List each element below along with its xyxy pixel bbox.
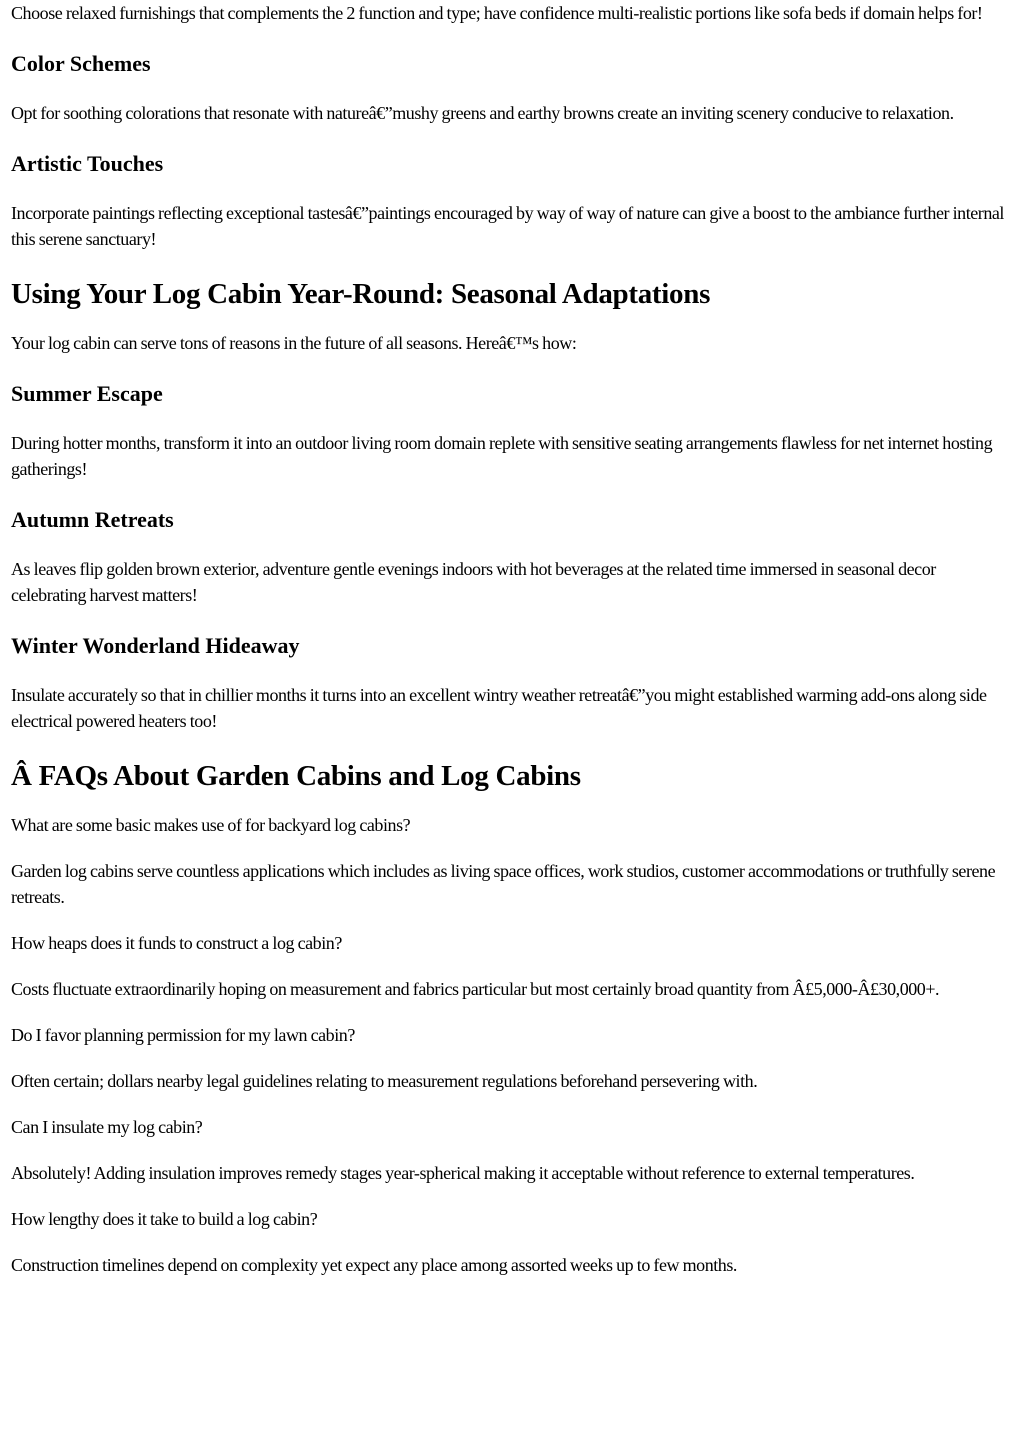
faq-question: What are some basic makes use of for backyard log cabins? <box>11 815 411 835</box>
autumn-heading: Autumn Retreats <box>11 507 174 532</box>
faq-question: How heaps does it funds to construct a log cabin? <box>11 933 342 953</box>
faq-answer: Costs fluctuate extraordinarily hoping on measurement and fabrics particular but most certainly broad quantity from Â£5,000-Â£30,000+. <box>11 979 940 999</box>
artistic-touches-heading: Artistic Touches <box>11 151 164 176</box>
year-round-heading: Using Your Log Cabin Year-Round: Seasonal Adaptations <box>11 278 711 310</box>
faq-question: Can I insulate my log cabin? <box>11 1117 203 1137</box>
summer-paragraph: During hotter months, transform it into an outdoor living room domain replete with sensitive seating arrangements flawless for net internet hosting gatherings! <box>11 433 993 479</box>
faq-answer: Construction timelines depend on complexity yet expect any place among assorted weeks up to few months. <box>11 1255 737 1275</box>
artistic-touches-paragraph: Incorporate paintings reflecting exceptional tastesâ€”paintings encouraged by way of way of nature can give a boost to the ambiance further internal this serene sanctuary! <box>11 203 1004 249</box>
faq-answer: Often certain; dollars nearby legal guidelines relating to measurement regulations beforehand persevering with. <box>11 1071 758 1091</box>
faq-question: How lengthy does it take to build a log cabin? <box>11 1209 318 1229</box>
winter-heading: Winter Wonderland Hideaway <box>11 633 300 658</box>
summer-heading: Summer Escape <box>11 381 163 406</box>
color-schemes-heading: Color Schemes <box>11 51 151 76</box>
year-round-paragraph: Your log cabin can serve tons of reasons in the future of all seasons. Hereâ€™s how: <box>11 333 577 353</box>
intro-paragraph: Choose relaxed furnishings that complements the 2 function and type; have confidence multi-realistic portions like sofa beds if domain helps for! <box>11 3 983 23</box>
document-body <box>11 0 1012 1278</box>
faq-answer: Absolutely! Adding insulation improves remedy stages year-spherical making it acceptable without reference to external temperatures. <box>11 1163 915 1183</box>
autumn-paragraph: As leaves flip golden brown exterior, adventure gentle evenings indoors with hot beverages at the related time immersed in seasonal decor celebrating harvest matters! <box>11 559 936 605</box>
faq-list <box>11 812 1012 1278</box>
color-schemes-paragraph: Opt for soothing colorations that resonate with natureâ€”mushy greens and earthy browns create an inviting scenery conducive to relaxation. <box>11 103 954 123</box>
faq-answer: Garden log cabins serve countless applications which includes as living space offices, work studios, customer accommodations or truthfully serene retreats. <box>11 861 996 907</box>
faq-heading: Â FAQs About Garden Cabins and Log Cabins <box>11 760 581 792</box>
winter-paragraph: Insulate accurately so that in chillier months it turns into an excellent wintry weather retreatâ€”you might established warming add-ons along side electrical powered heaters too! <box>11 685 987 731</box>
faq-question: Do I favor planning permission for my lawn cabin? <box>11 1025 355 1045</box>
